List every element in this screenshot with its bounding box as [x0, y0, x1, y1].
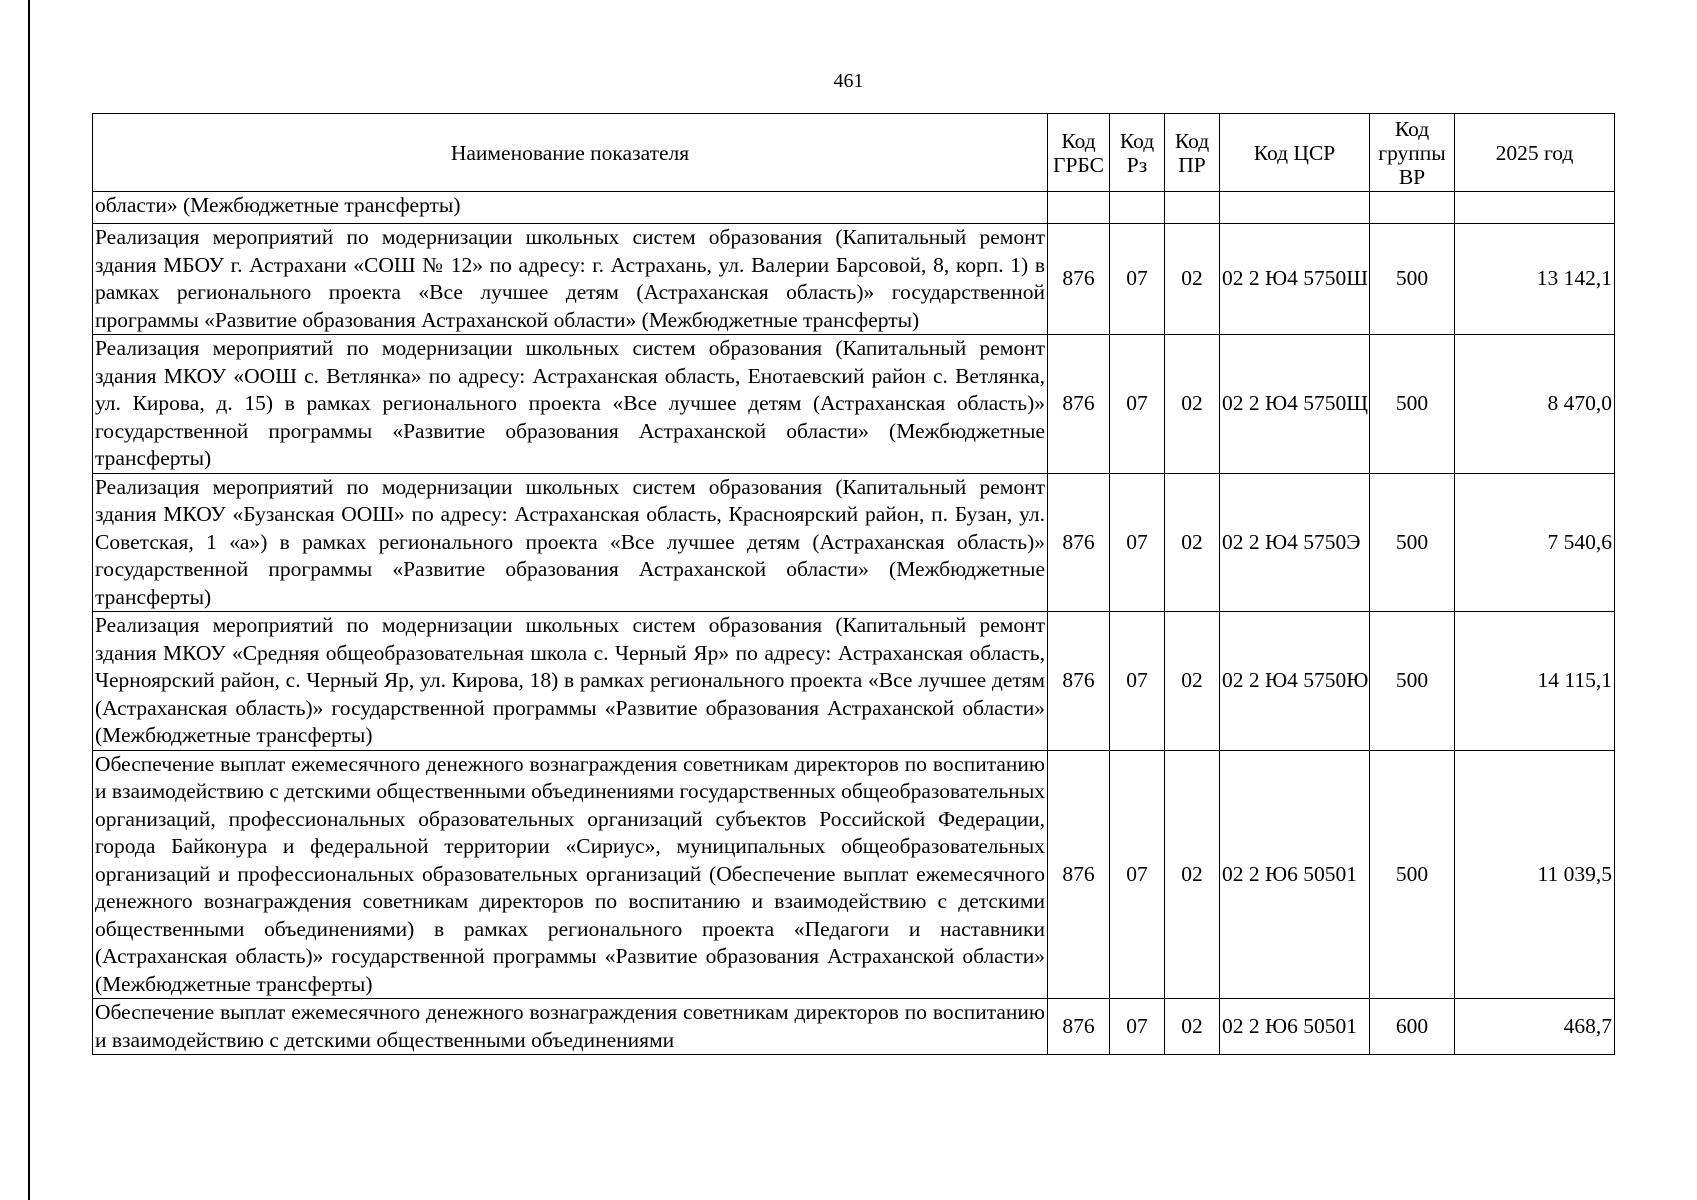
- row-amount: 11 039,5: [1455, 750, 1615, 999]
- row-vr-code: 600: [1370, 999, 1455, 1055]
- header-year-2025: 2025 год: [1455, 114, 1615, 192]
- row-grbs-code: 876: [1048, 750, 1110, 999]
- row-pr-code: 02: [1165, 612, 1220, 751]
- row-rz-code: [1110, 192, 1165, 224]
- table-header-row: [93, 114, 1615, 192]
- header-csr-code: Код ЦСР: [1220, 114, 1370, 192]
- table-row: [93, 999, 1615, 1055]
- row-rz-code: 07: [1110, 750, 1165, 999]
- row-amount: 8 470,0: [1455, 335, 1615, 474]
- row-pr-code: 02: [1165, 224, 1220, 335]
- page-number: 461: [833, 70, 864, 92]
- row-pr-code: 02: [1165, 750, 1220, 999]
- table-row: [93, 335, 1615, 474]
- header-indicator-name: Наименование показателя: [93, 114, 1048, 192]
- table-row: [93, 192, 1615, 224]
- row-pr-code: 02: [1165, 999, 1220, 1055]
- row-vr-code: 500: [1370, 612, 1455, 751]
- row-vr-code: [1370, 192, 1455, 224]
- row-grbs-code: 876: [1048, 999, 1110, 1055]
- table-row: [93, 612, 1615, 751]
- row-grbs-code: 876: [1048, 473, 1110, 612]
- row-amount: 7 540,6: [1455, 473, 1615, 612]
- row-vr-code: 500: [1370, 473, 1455, 612]
- table-row: [93, 750, 1615, 999]
- row-csr-code: 02 2 Ю4 5750Э: [1220, 473, 1370, 612]
- row-indicator-name: Обеспечение выплат ежемесячного денежного вознаграждения советникам директоров по воспитанию и взаимодействию с детскими общественными объединениями: [93, 999, 1048, 1055]
- table-row: [93, 473, 1615, 612]
- row-csr-code: 02 2 Ю4 5750Ю: [1220, 612, 1370, 751]
- row-vr-code: 500: [1370, 750, 1455, 999]
- row-csr-code: 02 2 Ю4 5750Щ: [1220, 335, 1370, 474]
- row-csr-code: 02 2 Ю6 50501: [1220, 999, 1370, 1055]
- table-row: [93, 224, 1615, 335]
- row-indicator-name: Обеспечение выплат ежемесячного денежного вознаграждения советникам директоров по воспитанию и взаимодействию с детскими общественными объединениями государственных общеобразовательных организаций, профессиональных образовательных организаций субъектов Российской Федерации, города Байконура и федеральной территории «Сириус», муниципальных общеобразовательных организаций и профессиональных образовательных организаций (Обеспечение выплат ежемесячного денежного вознаграждения советникам директоров по воспитанию и взаимодействию с детскими общественными объединениями) в рамках регионального проекта «Педагоги и наставники (Астраханская область)» государственной программы «Развитие образования Астраханской области» (Межбюджетные трансферты): [93, 750, 1048, 999]
- row-amount: 468,7: [1455, 999, 1615, 1055]
- row-rz-code: 07: [1110, 999, 1165, 1055]
- row-indicator-name: Реализация мероприятий по модернизации школьных систем образования (Капитальный ремонт здания МКОУ «Бузанская ООШ» по адресу: Астраханская область, Красноярский район, п. Бузан, ул. Советская, 1 «а») в рамках регионального проекта «Все лучшее детям (Астраханская область)» государственной программы «Развитие образования Астраханской области» (Межбюджетные трансферты): [93, 473, 1048, 612]
- row-csr-code: 02 2 Ю4 5750Ш: [1220, 224, 1370, 335]
- row-amount: 13 142,1: [1455, 224, 1615, 335]
- row-grbs-code: 876: [1048, 612, 1110, 751]
- row-rz-code: 07: [1110, 612, 1165, 751]
- budget-table: [92, 113, 1615, 1055]
- row-grbs-code: 876: [1048, 224, 1110, 335]
- row-pr-code: 02: [1165, 335, 1220, 474]
- row-pr-code: 02: [1165, 473, 1220, 612]
- row-amount: 14 115,1: [1455, 612, 1615, 751]
- row-indicator-name: Реализация мероприятий по модернизации школьных систем образования (Капитальный ремонт здания МКОУ «ООШ с. Ветлянка» по адресу: Астраханская область, Енотаевский район с. Ветлянка, ул. Кирова, д. 15) в рамках регионального проекта «Все лучшее детям (Астраханская область)» государственной программы «Развитие образования Астраханской области» (Межбюджетные трансферты): [93, 335, 1048, 474]
- row-rz-code: 07: [1110, 335, 1165, 474]
- row-pr-code: [1165, 192, 1220, 224]
- header-grbs-code: Код ГРБС: [1048, 114, 1110, 192]
- row-indicator-name: Реализация мероприятий по модернизации школьных систем образования (Капитальный ремонт здания МБОУ г. Астрахани «СОШ № 12» по адресу: г. Астрахань, ул. Валерии Барсовой, 8, корп. 1) в рамках регионального проекта «Все лучшее детям (Астраханская область)» государственной программы «Развитие образования Астраханской области» (Межбюджетные трансферты): [93, 224, 1048, 335]
- header-vr-group-code: Код группы ВР: [1370, 114, 1455, 192]
- row-csr-code: 02 2 Ю6 50501: [1220, 750, 1370, 999]
- row-vr-code: 500: [1370, 224, 1455, 335]
- header-pr-code: Код ПР: [1165, 114, 1220, 192]
- header-rz-code: Код Рз: [1110, 114, 1165, 192]
- row-indicator-name: Реализация мероприятий по модернизации школьных систем образования (Капитальный ремонт здания МКОУ «Средняя общеобразовательная школа с. Черный Яр» по адресу: Астраханская область, Черноярский район, с. Черный Яр, ул. Кирова, 18) в рамках регионального проекта «Все лучшее детям (Астраханская область)» государственной программы «Развитие образования Астраханской области» (Межбюджетные трансферты): [93, 612, 1048, 751]
- row-vr-code: 500: [1370, 335, 1455, 474]
- row-amount: [1455, 192, 1615, 224]
- row-grbs-code: [1048, 192, 1110, 224]
- row-csr-code: [1220, 192, 1370, 224]
- row-rz-code: 07: [1110, 473, 1165, 612]
- row-grbs-code: 876: [1048, 335, 1110, 474]
- binding-margin-line: [28, 0, 30, 1200]
- row-rz-code: 07: [1110, 224, 1165, 335]
- row-indicator-name: области» (Межбюджетные трансферты): [93, 192, 1048, 224]
